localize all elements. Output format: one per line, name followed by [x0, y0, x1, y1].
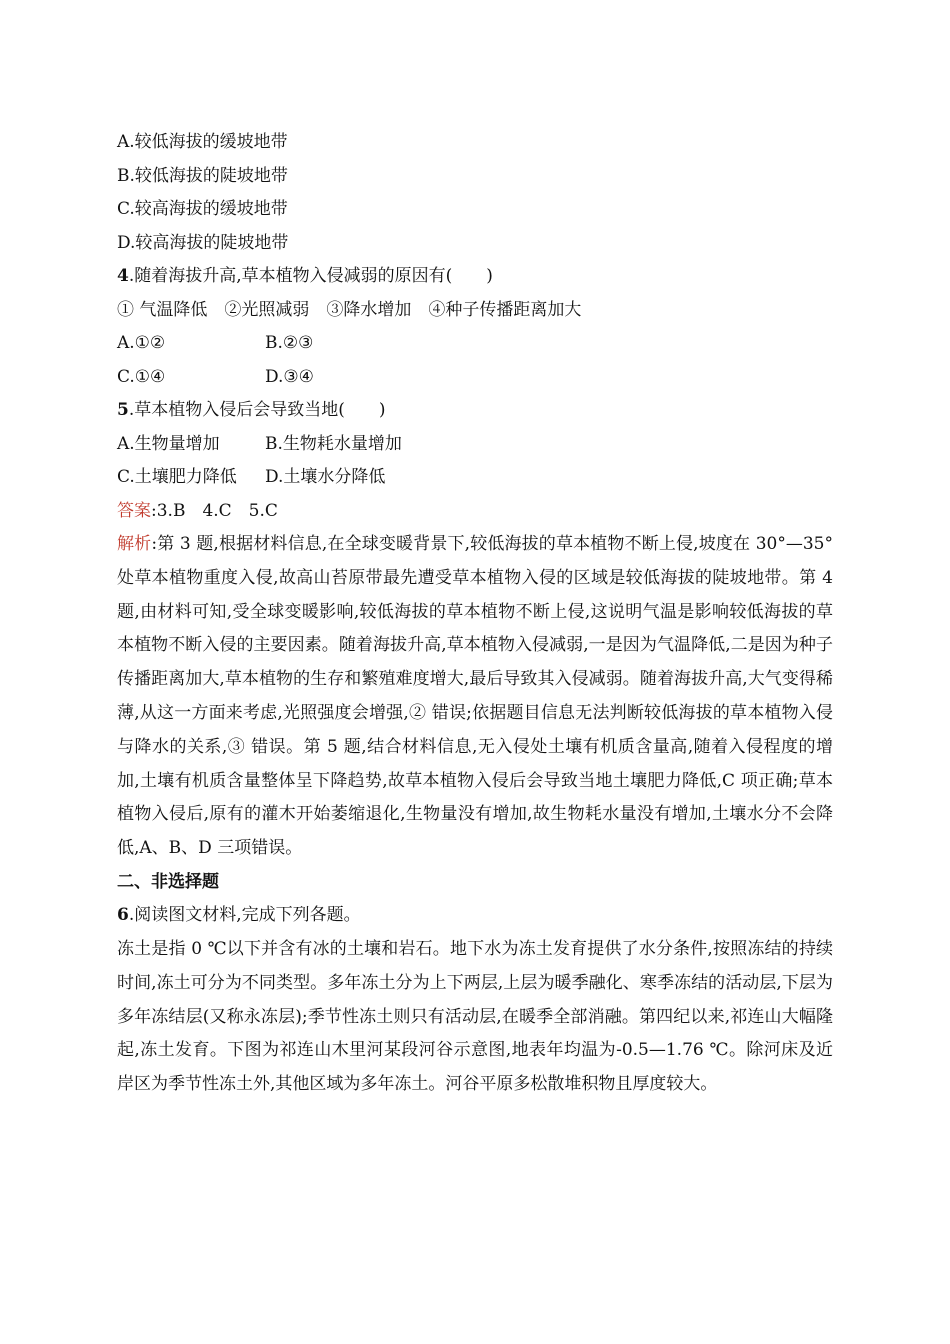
q4-number: 4 — [117, 266, 129, 286]
q4-options-row-1 — [117, 327, 833, 361]
analysis-paragraph — [117, 528, 833, 866]
q5-options-row-1 — [117, 428, 833, 462]
q5-option-b: B.生物耗水量增加 — [265, 433, 402, 454]
q5-option-c: C.土壤肥力降低 — [117, 467, 237, 487]
q3-option-c: C.较高海拔的缓坡地带 — [117, 199, 288, 219]
answer-line — [117, 495, 833, 529]
q4-option-a: A.①② — [117, 333, 166, 353]
q4-factors: ① 气温降低 ②光照减弱 ③降水增加 ④种子传播距离加大 — [117, 299, 582, 320]
q3-option-d: D.较高海拔的陡坡地带 — [117, 232, 289, 253]
q3-option-b: B.较低海拔的陡坡地带 — [117, 165, 288, 186]
q6-number: 6 — [117, 905, 129, 926]
q4-stem-text: .随着海拔升高,草本植物入侵减弱的原因有( ) — [128, 266, 493, 286]
document-page — [117, 126, 833, 1102]
q5-option-a: A.生物量增加 — [117, 433, 220, 454]
q5-options-row-2 — [117, 461, 833, 495]
q4-option-b: B.②③ — [265, 333, 314, 353]
q4-option-d: D.③④ — [265, 366, 314, 387]
q4-options-row-2 — [117, 361, 833, 395]
q5-stem — [117, 394, 833, 428]
analysis-label: 解析 — [117, 534, 152, 554]
q6-stem-text: .阅读图文材料,完成下列各题。 — [128, 905, 361, 926]
answer-label: 答案 — [117, 500, 151, 521]
analysis-text: :第 3 题,根据材料信息,在全球变暖背景下,较低海拔的草本植物不断上侵,坡度在 30°—35°处草本植物重度入侵,故高山苔原带最先遭受草本植物入侵的区域是较低海拔的陡坡地带。第 4 题,由材料可知,受全球变暖影响,较低海拔的草本植物不断上侵,这说明气温是影响较低海拔的草本植物不断入侵的主要因素。随着海拔升高,草本植物入侵减弱,一是因为气温降低,二是因为种子传播距离加大,草本植物的生存和繁殖难度增大,最后导致其入侵减弱。随着海拔升高,大气变得稀薄,从这一方面来考虑,光照强度会增强,② 错误;依据题目信息无法判断较低海拔的草本植物入侵与降水的关系,③ 错误。第 5 题,结合材料信息,无入侵处土壤有机质含量高,随着入侵程度的增加,土壤有机质含量整体呈下降趋势,故草本植物入侵后会导致当地土壤肥力降低,C 项正确;草本植物入侵后,原有的灌木开始萎缩退化,生物量没有增加,故生物耗水量没有增加,土壤水分不会降低,A、B、D 三项错误。 — [117, 534, 834, 859]
q5-number: 5 — [117, 400, 129, 420]
section-title: 二、非选择题 — [117, 871, 219, 892]
answer-text: :3.B 4.C 5.C — [151, 500, 278, 521]
q5-stem-text: .草本植物入侵后会导致当地( ) — [128, 400, 386, 420]
q4-stem — [117, 260, 833, 294]
q5-option-d: D.土壤水分降低 — [265, 467, 386, 487]
q3-option-a: A.较低海拔的缓坡地带 — [117, 132, 288, 152]
q6-stem — [117, 899, 833, 933]
q6-material: 冻土是指 0 ℃以下并含有冰的土壤和岩石。地下水为冻土发育提供了水分条件,按照冻结的持续时间,冻土可分为不同类型。多年冻土分为上下两层,上层为暖季融化、寒季冻结的活动层,下层为多年冻结层(又称永冻层);季节性冻土则只有活动层,在暖季全部消融。第四纪以来,祁连山大幅隆起,冻土发育。下图为祁连山木里河某段河谷示意图,地表年均温为-0.5—1.76 ℃。除河床及近岸区为季节性冻土外,其他区域为多年冻土。河谷平原多松散堆积物且厚度较大。 — [117, 938, 833, 1095]
q4-option-c: C.①④ — [117, 366, 166, 387]
